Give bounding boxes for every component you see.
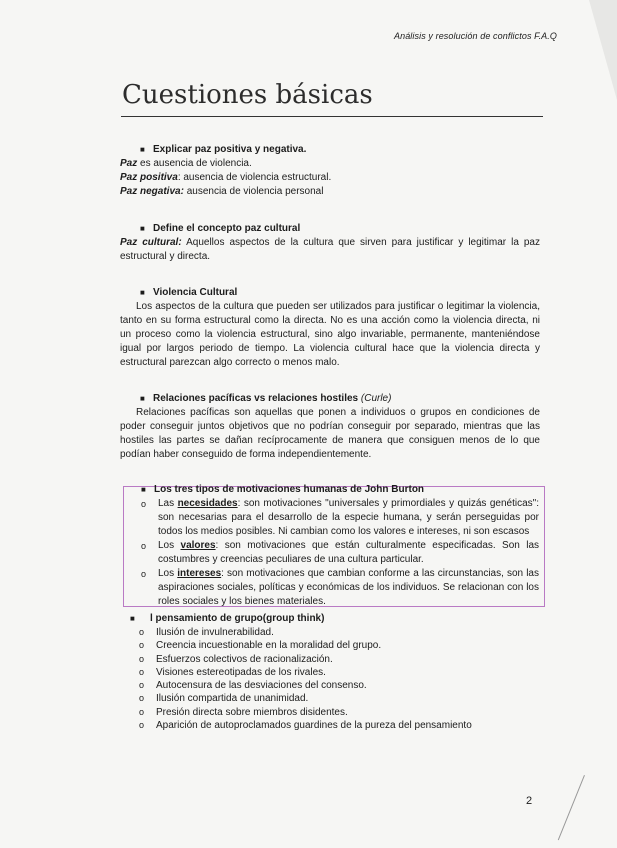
body-paragraph: Los aspectos de la cultura que pueden ser utilizados para justificar o legitimar la violencia, tanto en su forma estructural como la directa. No es una acción como la violencia directa, ni un proceso como la violencia estructural, sino algo invariable, permanente, manteniéndose igual por largos periodo de tiempo. La violencia cultural hace que la violencia directa y estructural parezcan algo correcto o menos malo. [120, 301, 540, 368]
section-heading [121, 483, 539, 497]
list-item [121, 497, 539, 539]
list-item [110, 626, 530, 639]
heading-text: l pensamiento de grupo(group think) [150, 613, 325, 624]
circle-bullet-icon: o [139, 720, 145, 731]
item-text: Ilusión de invulnerabilidad. [156, 627, 274, 638]
square-bullet-icon: ■ [140, 145, 145, 154]
circle-bullet-icon: o [139, 706, 145, 717]
definition-line [120, 185, 540, 199]
definition: Aquellos aspectos de la cultura que sirven para justificar y legitimar la paz estructural y directa. [120, 237, 540, 262]
square-bullet-icon: ■ [140, 224, 145, 233]
list-item [110, 666, 530, 679]
circle-bullet-icon: o [141, 541, 147, 551]
circle-bullet-icon: o [139, 653, 145, 664]
list-item [110, 653, 530, 666]
definition-line [120, 171, 540, 185]
title-underline [121, 116, 543, 117]
item-text: Esfuerzos colectivos de racionalización. [156, 653, 333, 665]
square-bullet-icon: ■ [141, 485, 146, 494]
square-bullet-icon: ■ [140, 394, 145, 403]
page-corner-fold [589, 0, 617, 100]
circle-bullet-icon: o [139, 680, 145, 691]
item-text: : son motivaciones que están culturalmente especificadas. Son las costumbres y creencias peculiares de una cultura particular. [158, 540, 540, 565]
list-item [110, 679, 530, 692]
motivation-list [121, 497, 539, 609]
circle-bullet-icon: o [139, 693, 145, 704]
circle-bullet-icon: o [141, 569, 147, 579]
heading-text: Los tres tipos de motivaciones humanas de John Burton [154, 484, 425, 495]
square-bullet-icon: ■ [130, 614, 135, 623]
item-text: Presión directa sobre miembros disidentes. [156, 706, 348, 718]
item-text: Ilusión compartida de unanimidad. [156, 693, 309, 705]
circle-bullet-icon: o [139, 640, 145, 651]
list-item [121, 567, 539, 609]
term: Paz negativa: [120, 186, 184, 197]
item-prefix: Los [158, 540, 181, 551]
item-key: necesidades [177, 498, 238, 509]
section-heading [120, 392, 540, 406]
item-prefix: Las [158, 498, 178, 509]
item-text: Creencia incuestionable en la moralidad del grupo. [156, 640, 382, 652]
page-title: Cuestiones básicas [122, 80, 373, 110]
definition: : ausencia de violencia estructural. [177, 172, 332, 183]
square-bullet-icon: ■ [140, 288, 145, 297]
section-violencia-cultural [120, 286, 540, 370]
section-heading [110, 612, 530, 626]
section-heading [120, 286, 540, 300]
list-item [110, 639, 530, 652]
heading-text: Define el concepto paz cultural [153, 223, 301, 234]
section-pensamiento-grupo [110, 612, 530, 732]
definition-paragraph [120, 236, 540, 264]
list-item [110, 692, 530, 705]
item-text: Aparición de autoproclamados guardines de la pureza del pensamiento [156, 720, 472, 732]
definition: ausencia de violencia personal [183, 186, 324, 197]
heading-text: Relaciones pacíficas vs relaciones hostiles [153, 393, 359, 404]
term: Paz cultural: [120, 237, 182, 248]
item-prefix: Los [158, 568, 178, 579]
term: Paz [120, 158, 138, 169]
definition: es ausencia de violencia. [137, 158, 252, 169]
item-text: Visiones estereotipadas de los rivales. [156, 666, 326, 678]
section-paz [120, 143, 540, 199]
pen-stroke-mark [558, 775, 585, 840]
circle-bullet-icon: o [139, 627, 145, 637]
groupthink-list [110, 626, 530, 732]
heading-text: Explicar paz positiva y negativa. [153, 144, 307, 155]
section-heading [120, 222, 540, 236]
item-key: valores [180, 540, 216, 551]
list-item [121, 539, 539, 567]
body-paragraph: Relaciones pacíficas son aquellas que ponen a individuos o grupos en condiciones de poder conseguir juntos objetivos que no podrían conseguir por separado, mientras que las hostiles las partes se dañan recíprocamente de manera que consiguen menos de lo que podían haber conseguido de forma independientemente. [120, 407, 540, 460]
circle-bullet-icon: o [139, 666, 145, 677]
item-text: Autocensura de las desviaciones del consenso. [156, 680, 367, 692]
heading-text: Violencia Cultural [153, 287, 238, 298]
list-item [110, 706, 530, 719]
section-motivaciones [121, 483, 539, 609]
section-heading [120, 143, 540, 157]
circle-bullet-icon: o [141, 499, 147, 509]
running-header: Análisis y resolución de conflictos F.A.Q [393, 31, 557, 41]
section-paz-cultural [120, 222, 540, 264]
page-number: 2 [526, 795, 533, 807]
item-text: : son motivaciones "universales y primordiales y quizás genéticas": son necesarias para el desarrollo de la especie humana, y serán perseguidas por todos los medios posibles. Ni cambian como los valores e intereses, ni son escasos [158, 498, 539, 537]
term: Paz positiva [120, 172, 178, 183]
definition-line [120, 157, 540, 171]
item-key: intereses [177, 568, 222, 579]
section-relaciones [120, 392, 540, 462]
heading-citation: (Curle) [360, 393, 392, 404]
list-item [110, 719, 530, 732]
item-text: : son motivaciones que cambian conforme a las circunstancias, son las aspiraciones sociales, políticas y económicas de los individuos. Se relacionan con los roles sociales y los bienes materiales. [158, 568, 539, 607]
